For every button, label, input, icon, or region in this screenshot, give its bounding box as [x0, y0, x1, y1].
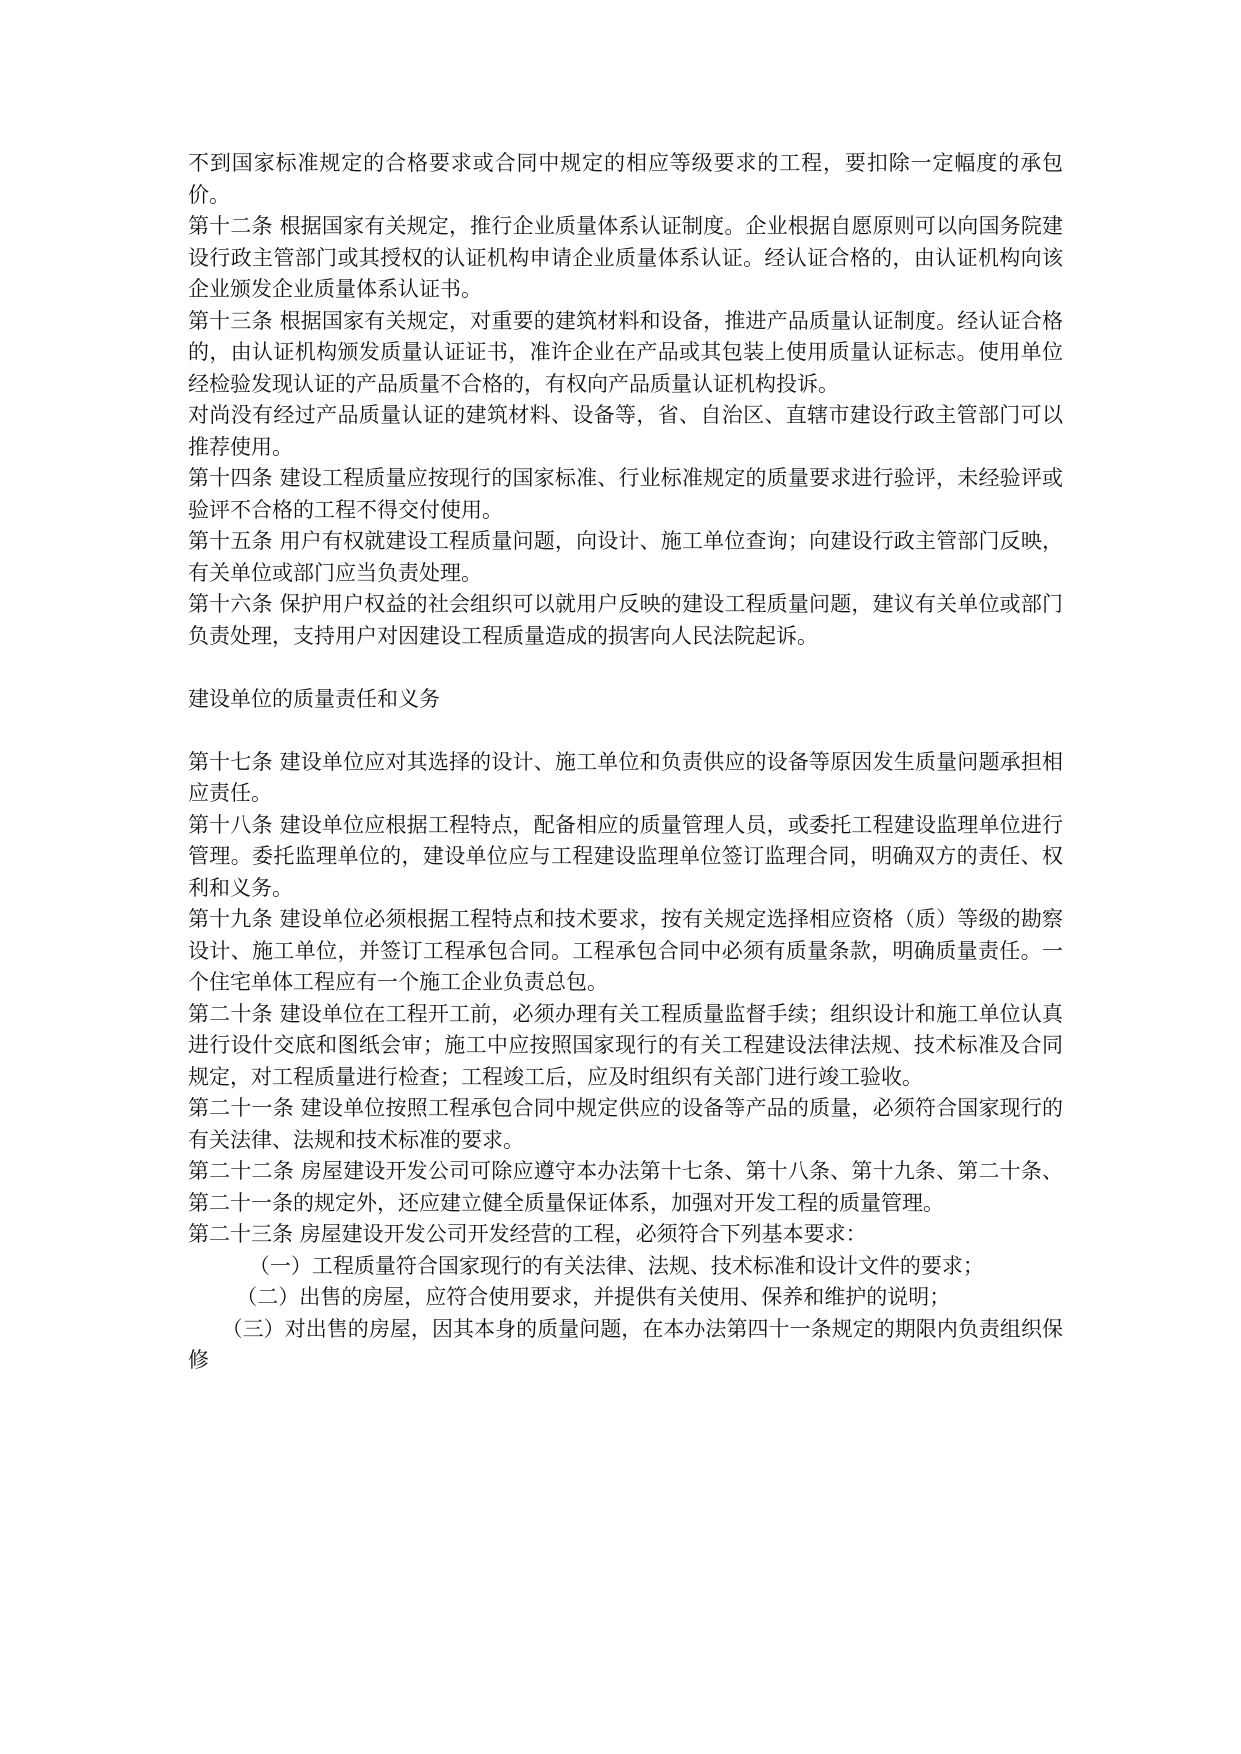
article-15: 第十五条 用户有权就建设工程质量问题，向设计、施工单位查询；向建设行政主管部门反映，有关单位或部门应当负责处理。 — [188, 529, 1063, 585]
paragraph-continuation: 不到国家标准规定的合格要求或合同中规定的相应等级要求的工程，要扣除一定幅度的承包价。 — [188, 151, 1063, 207]
article-14: 第十四条 建设工程质量应按现行的国家标准、行业标准规定的质量要求进行验评，未经验评或验评不合格的工程不得交付使用。 — [188, 466, 1063, 522]
section-heading: 建设单位的质量责任和义务 — [188, 686, 440, 711]
article-12: 第十二条 根据国家有关规定，推行企业质量体系认证制度。企业根据自愿原则可以向国务院建设行政主管部门或其授权的认证机构申请企业质量体系认证。经认证合格的，由认证机构向该企业颁发企业质量体系认证书。 — [188, 214, 1063, 301]
article-21: 第二十一条 建设单位按照工程承包合同中规定供应的设备等产品的质量，必须符合国家现行的有关法律、法规和技术标准的要求。 — [188, 1096, 1063, 1152]
article-23: 第二十三条 房屋建设开发公司开发经营的工程，必须符合下列基本要求： — [188, 1222, 867, 1246]
requirement-3: （三）对出售的房屋，因其本身的质量问题，在本办法第四十一条规定的期限内负责组织保修 — [188, 1316, 1063, 1372]
document-page — [188, 148, 1063, 1377]
article-13-supplement: 对尚没有经过产品质量认证的建筑材料、设备等，省、自治区、直辖市建设行政主管部门可以推荐使用。 — [188, 403, 1063, 459]
article-17: 第十七条 建设单位应对其选择的设计、施工单位和负责供应的设备等原因发生质量问题承担相应责任。 — [188, 749, 1063, 805]
article-20: 第二十条 建设单位在工程开工前，必须办理有关工程质量监督手续；组织设计和施工单位认真进行设什交底和图纸会审；施工中应按照国家现行的有关工程建设法律法规、技术标准及合同规定，对工程质量进行检查；工程竣工后，应及时组织有关部门进行竣工验收。 — [188, 1001, 1063, 1089]
article-19: 第十九条 建设单位必须根据工程特点和技术要求，按有关规定选择相应资格（质）等级的勘察设计、施工单位，并签订工程承包合同。工程承包合同中必须有质量条款，明确质量责任。一个住宅单体工程应有一个施工企业负责总包。 — [188, 907, 1063, 994]
requirement-1: （一）工程质量符合国家现行的有关法律、法规、技术标准和设计文件的要求； — [248, 1253, 984, 1278]
requirement-2: （二）出售的房屋，应符合使用要求，并提供有关使用、保养和维护的说明； — [236, 1285, 951, 1309]
article-16: 第十六条 保护用户权益的社会组织可以就用户反映的建设工程质量问题，建议有关单位或部门负责处理，支持用户对因建设工程质量造成的损害向人民法院起诉。 — [188, 592, 1063, 648]
article-13: 第十三条 根据国家有关规定，对重要的建筑材料和设备，推进产品质量认证制度。经认证合格的，由认证机构颁发质量认证证书，准许企业在产品或其包装上使用质量认证标志。使用单位经检验发现认证的产品质量不合格的，有权向产品质量认证机构投诉。 — [188, 308, 1063, 396]
article-22: 第二十二条 房屋建设开发公司可除应遵守本办法第十七条、第十八条、第十九条、第二十条、第二十一条的规定外，还应建立健全质量保证体系，加强对开发工程的质量管理。 — [188, 1159, 1063, 1215]
article-18: 第十八条 建设单位应根据工程特点，配备相应的质量管理人员，或委托工程建设监理单位进行管理。委托监理单位的，建设单位应与工程建设监理单位签订监理合同，明确双方的责任、权利和义务。 — [188, 812, 1063, 900]
